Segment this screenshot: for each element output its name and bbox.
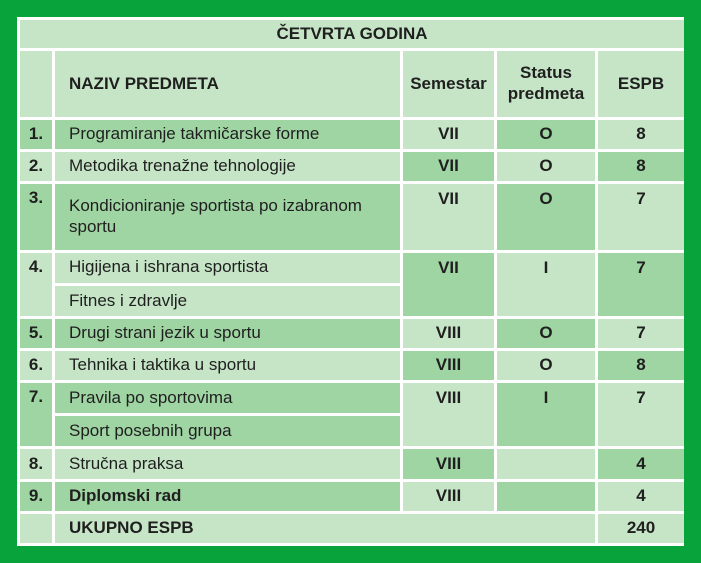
status-cell xyxy=(497,482,595,511)
subject-name: Stručna praksa xyxy=(55,449,400,478)
header-espb: ESPB xyxy=(598,51,684,117)
row-number: 9. xyxy=(20,482,52,511)
subject-name: Diplomski rad xyxy=(55,482,400,511)
status-cell: O xyxy=(497,319,595,348)
curriculum-table-frame xyxy=(17,17,684,546)
semester-cell: VII xyxy=(403,152,494,181)
row-number: 1. xyxy=(20,120,52,149)
status-cell: I xyxy=(497,383,595,446)
curriculum-table xyxy=(17,17,687,546)
semester-cell: VIII xyxy=(403,319,494,348)
subject-name: Tehnika i taktika u sportu xyxy=(55,351,400,380)
header-status: Status predmeta xyxy=(497,51,595,117)
subject-name: Drugi strani jezik u sportu xyxy=(55,319,400,348)
total-number-cell xyxy=(20,514,52,543)
semester-cell: VIII xyxy=(403,449,494,478)
espb-cell: 8 xyxy=(598,152,684,181)
row-number: 8. xyxy=(20,449,52,478)
total-label: UKUPNO ESPB xyxy=(55,514,595,543)
subject-name: Higijena i ishrana sportista xyxy=(55,253,400,283)
espb-cell: 8 xyxy=(598,351,684,380)
espb-cell: 7 xyxy=(598,319,684,348)
espb-cell: 8 xyxy=(598,120,684,149)
semester-cell: VIII xyxy=(403,383,494,446)
espb-cell: 4 xyxy=(598,482,684,511)
row-number: 2. xyxy=(20,152,52,181)
status-cell: O xyxy=(497,184,595,250)
subject-name: Pravila po sportovima xyxy=(55,383,400,413)
status-cell: O xyxy=(497,120,595,149)
semester-cell: VIII xyxy=(403,351,494,380)
semester-cell: VII xyxy=(403,184,494,250)
row-number: 6. xyxy=(20,351,52,380)
row-number: 4. xyxy=(20,253,52,316)
subject-name: Fitnes i zdravlje xyxy=(55,286,400,316)
espb-cell: 7 xyxy=(598,383,684,446)
row-number: 7. xyxy=(20,383,52,446)
status-cell: O xyxy=(497,351,595,380)
table-title: ČETVRTA GODINA xyxy=(20,20,684,48)
espb-cell: 7 xyxy=(598,184,684,250)
subject-name: Metodika trenažne tehnologije xyxy=(55,152,400,181)
total-value: 240 xyxy=(598,514,684,543)
espb-cell: 4 xyxy=(598,449,684,478)
semester-cell: VII xyxy=(403,253,494,316)
semester-cell: VIII xyxy=(403,482,494,511)
status-cell: I xyxy=(497,253,595,316)
subject-name: Sport posebnih grupa xyxy=(55,416,400,446)
row-number: 3. xyxy=(20,184,52,250)
header-number-cell xyxy=(20,51,52,117)
header-subject-name: NAZIV PREDMETA xyxy=(55,51,400,117)
subject-name: Kondicioniranje sportista po izabranom sportu xyxy=(55,184,400,250)
subject-name: Programiranje takmičarske forme xyxy=(55,120,400,149)
semester-cell: VII xyxy=(403,120,494,149)
header-semester: Semestar xyxy=(403,51,494,117)
espb-cell: 7 xyxy=(598,253,684,316)
status-cell: O xyxy=(497,152,595,181)
status-cell xyxy=(497,449,595,478)
row-number: 5. xyxy=(20,319,52,348)
